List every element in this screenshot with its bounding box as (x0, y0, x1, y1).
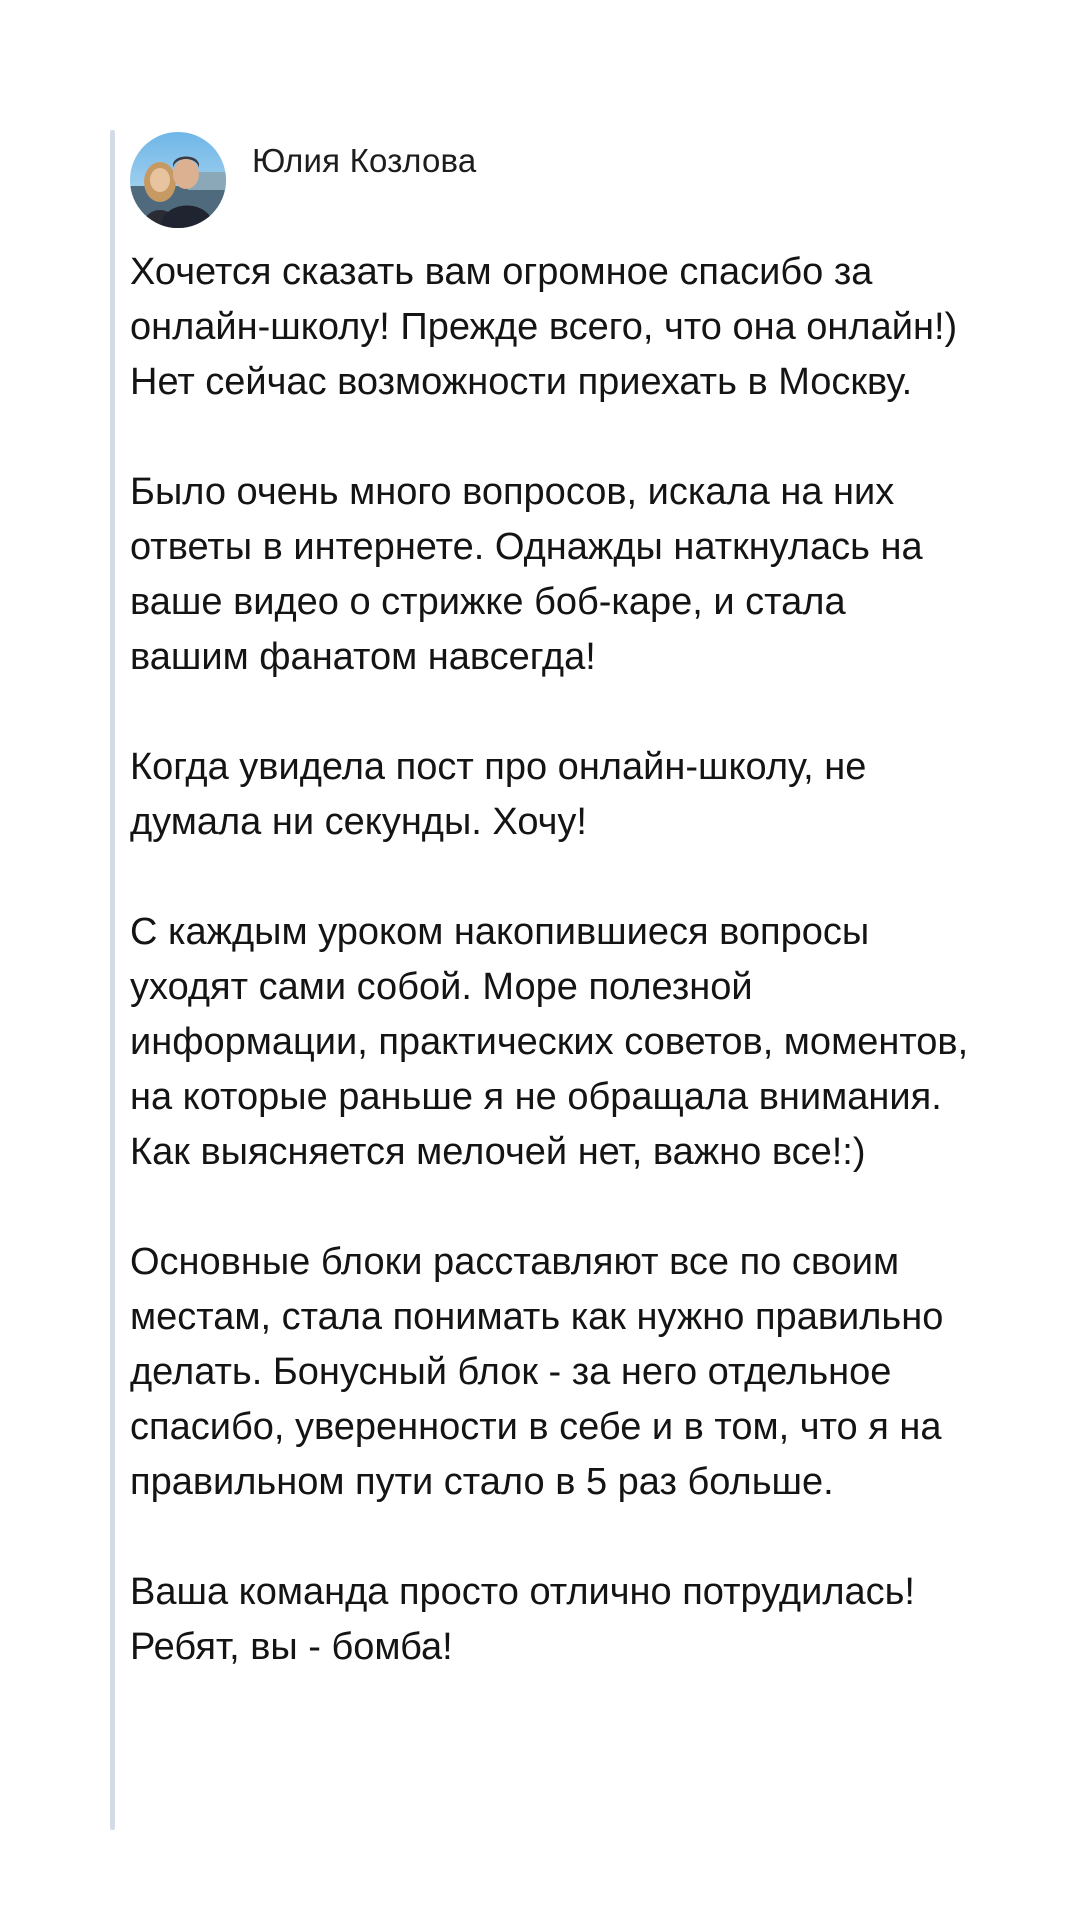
paragraph: Было очень много вопросов, искала на них ответы в интернете. Однажды наткнулась на ваше видео о стрижке боб-каре, и стала вашим фанатом навсегда! (130, 471, 923, 678)
paragraph: С каждым уроком накопившиеся вопросы уходят сами собой. Море полезной информации, практических советов, моментов, на которые раньше я не обращала внимания. Как выясняется мелочей нет, важно все!:) (130, 911, 969, 1173)
post-body (130, 245, 970, 1675)
quote-block (110, 130, 970, 1830)
author-header (130, 130, 476, 230)
quote-bar (110, 130, 115, 1830)
avatar[interactable] (130, 132, 226, 228)
paragraph: Когда увидела пост про онлайн-школу, не думала ни секунды. Хочу! (130, 746, 867, 843)
paragraph: Ваша команда просто отлично потрудилась! Ребят, вы - бомба! (130, 1571, 915, 1668)
paragraph: Основные блоки расставляют все по своим местам, стала понимать как нужно правильно делать. Бонусный блок - за него отдельное спасибо, уверенности в себе и в том, что я на правильном пути стало в 5 раз больше. (130, 1241, 944, 1503)
author-name[interactable]: Юлия Козлова (252, 142, 477, 179)
user-avatar-photo-icon (130, 132, 226, 228)
paragraph: Хочется сказать вам огромное спасибо за онлайн-школу! Прежде всего, что она онлайн!) Нет сейчас возможности приехать в Москву. (130, 251, 958, 403)
